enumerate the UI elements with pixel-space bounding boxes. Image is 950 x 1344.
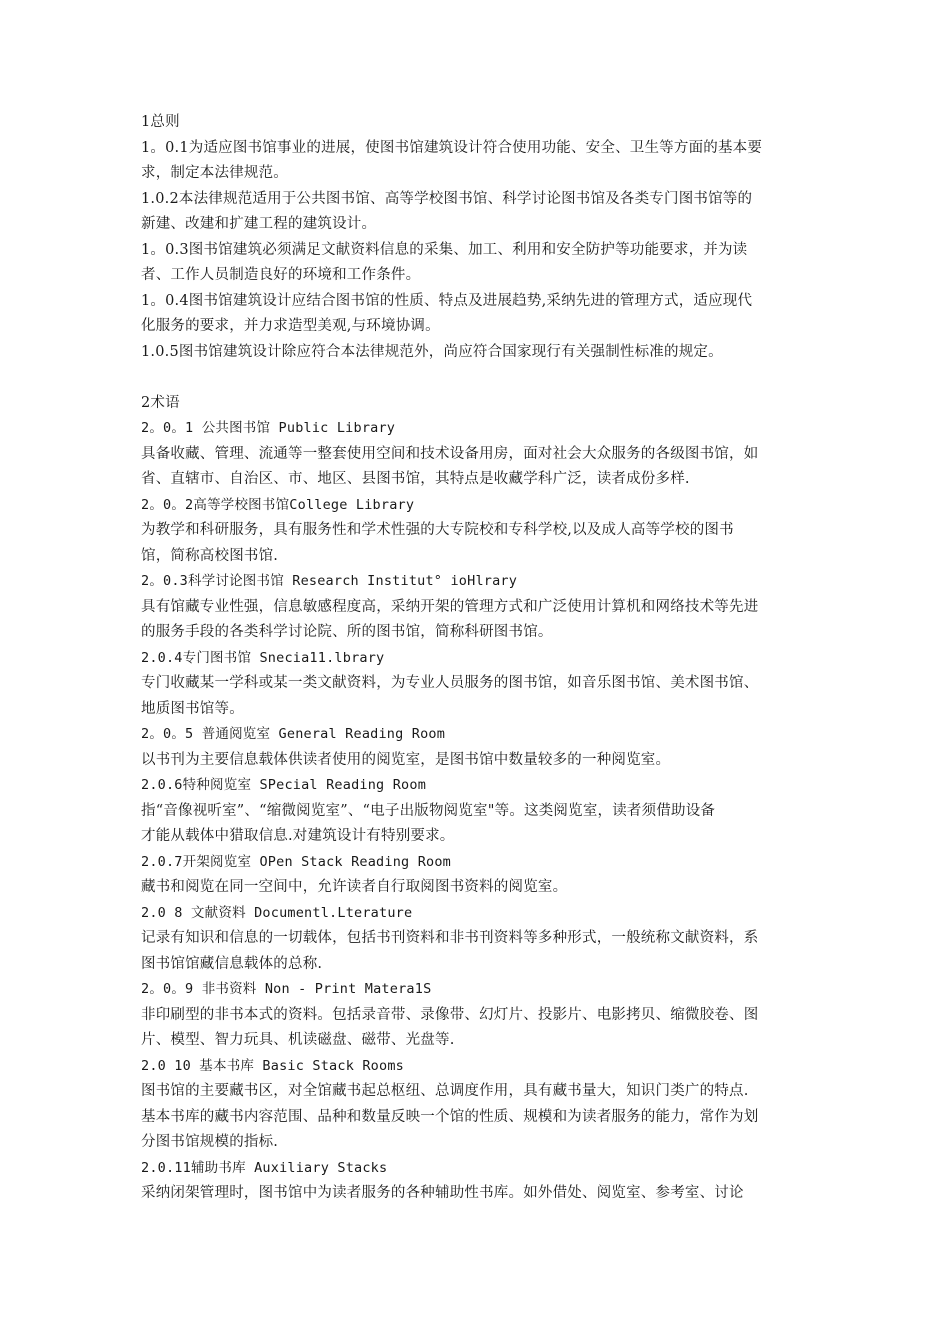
definition-line: 采纳闭架管理时，图书馆中为读者服务的各种辅助性书库。如外借处、阅览室、参考室、讨论 <box>141 1185 744 1201</box>
definition-line: 地质图书馆等。 <box>141 700 244 717</box>
definition-line: 的服务手段的各类科学讨论院、所的图书馆，简称科研图书馆。 <box>141 624 553 640</box>
paragraph-line: 1。0.4图书馆建筑设计应结合图书馆的性质、特点及进展趋势,采纳先进的管理方式，适应现代 <box>141 292 753 309</box>
paragraph-line: 1。0.3图书馆建筑必须满足文献资料信息的采集、加工、利用和安全防护等功能要求，并为读 <box>141 241 748 258</box>
definition-line: 分图书馆规模的指标. <box>141 1134 279 1150</box>
definition-line: 具有馆藏专业性强，信息敏感程度高，采纳开架的管理方式和广泛使用计算机和网络技术等先进 <box>141 598 759 615</box>
definition-line: 记录有知识和信息的一切载体，包括书刊资料和非书刊资料等多种形式，一般统称文献资料，系 <box>141 930 759 946</box>
term-heading: 2.0 8 文献资料 Documentl.Lterature <box>141 904 413 921</box>
term-heading: 2。0.3科学讨论图书馆 Research Institut° ioHlrary <box>141 573 518 589</box>
term-heading: 2.0.6特种阅览室 SPecial Reading Room <box>141 777 427 793</box>
term-heading: 2.0.4专门图书馆 Snecia11.lbrary <box>141 649 385 666</box>
definition-line: 具备收藏、管理、流通等一整套使用空间和技术设备用房，面对社会大众服务的各级图书馆，如 <box>141 445 759 462</box>
definition-line: 省、直辖市、自治区、市、地区、县图书馆，其特点是收藏学科广泛，读者成份多样. <box>141 471 690 487</box>
definition-line: 以书刊为主要信息载体供读者使用的阅览室，是图书馆中数量较多的一种阅览室。 <box>141 751 671 768</box>
definition-line: 指“音像视听室”、“缩微阅览室”、“电子出版物阅览室"等。这类阅览室，读者须借助设备 <box>141 802 716 819</box>
definition-line: 为教学和科研服务，具有服务性和学术性强的大专院校和专科学校,以及成人高等学校的图书 <box>141 522 734 538</box>
section-terms <box>141 391 821 1207</box>
definition-line: 图书馆馆藏信息载体的总称. <box>141 955 323 972</box>
definition-line: 非印刷型的非书本式的资料。包括录音带、录像带、幻灯片、投影片、电影拷贝、缩微胶卷、图 <box>141 1006 759 1023</box>
definition-line: 片、模型、智力玩具、机读磁盘、磁带、光盘等. <box>141 1032 455 1048</box>
definition-line: 馆，简称高校图书馆. <box>141 547 279 564</box>
paragraph-line: 求，制定本法律规范。 <box>141 165 288 181</box>
paragraph-line: 者、工作人员制造良好的环境和工作条件。 <box>141 267 421 283</box>
definition-line: 图书馆的主要藏书区，对全馆藏书起总枢纽、总调度作用，具有藏书量大，知识门类广的特点. <box>141 1083 749 1099</box>
terms-list <box>141 416 821 1207</box>
section-heading: 2术语 <box>141 394 180 411</box>
paragraph-line: 1.0.5图书馆建筑设计除应符合本法律规范外，尚应符合国家现行有关强制性标准的规定。 <box>141 343 723 360</box>
paragraph-line: 1.0.2本法律规范适用于公共图书馆、高等学校图书馆、科学讨论图书馆及各类专门图书馆等的 <box>141 190 753 207</box>
term-heading: 2.0.11辅助书库 Auxiliary Stacks <box>141 1159 388 1176</box>
term-heading: 2.0.7开架阅览室 OPen Stack Reading Room <box>141 853 452 870</box>
term-heading: 2。0。2高等学校图书馆College Library <box>141 496 415 513</box>
section-general-provisions <box>141 110 821 365</box>
paragraph-line: 新建、改建和扩建工程的建筑设计。 <box>141 216 377 232</box>
paragraph-line: 化服务的要求，并力求造型美观,与环境协调。 <box>141 318 440 334</box>
definition-line: 才能从载体中猎取信息.对建筑设计有特别要求。 <box>141 828 455 844</box>
paragraph-line: 1。0.1为适应图书馆事业的进展，使图书馆建筑设计符合使用功能、安全、卫生等方面的基本要 <box>141 139 763 156</box>
term-heading: 2。0。9 非书资料 Non - Print Matera1S <box>141 981 432 997</box>
definition-line: 藏书和阅览在同一空间中，允许读者自行取阅图书资料的阅览室。 <box>141 879 568 895</box>
term-heading: 2.0 10 基本书库 Basic Stack Rooms <box>141 1057 404 1074</box>
term-heading: 2。0。5 普通阅览室 General Reading Room <box>141 726 446 742</box>
document-body <box>141 110 821 1207</box>
definition-line: 基本书库的藏书内容范围、品种和数量反映一个馆的性质、规模和为读者服务的能力，常作为划 <box>141 1108 759 1125</box>
section-heading: 1总则 <box>141 114 180 130</box>
section-spacer <box>141 365 821 391</box>
definition-line: 专门收藏某一学科或某一类文献资料，为专业人员服务的图书馆，如音乐图书馆、美术图书馆、 <box>141 675 759 691</box>
term-heading: 2。0。1 公共图书馆 Public Library <box>141 420 396 436</box>
